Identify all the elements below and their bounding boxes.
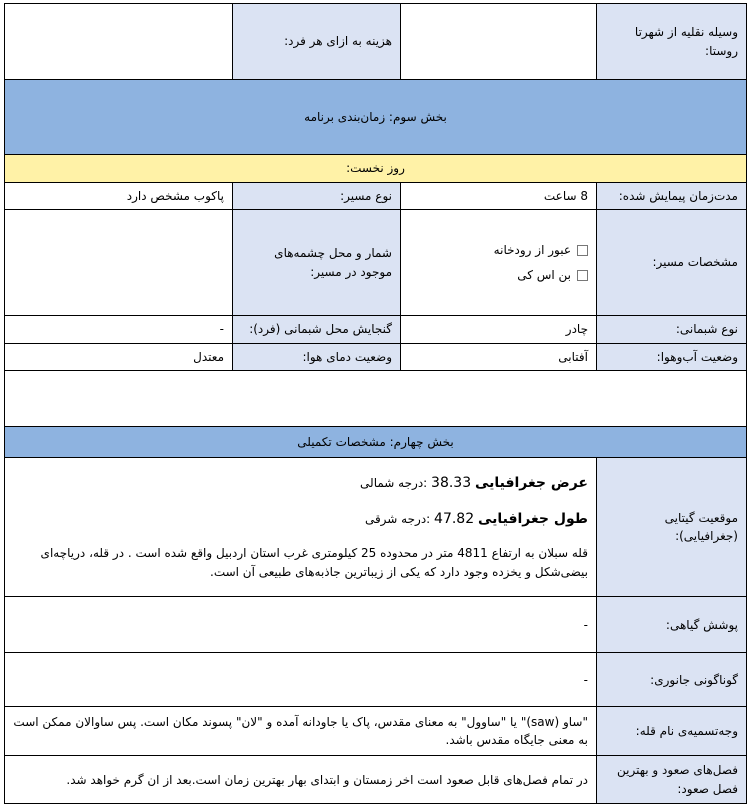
longitude-line [13,509,588,531]
overnight-value: چادر [401,316,597,344]
option-label: بن اس کی [517,267,571,282]
vehicle-value [401,4,597,80]
overnight-row [5,316,747,344]
duration-value: 8 ساعت [401,182,597,210]
latitude-line [13,473,588,495]
duration-label: مدت‌زمان پیمایش شده: [597,182,747,210]
longitude-value: 47.82 [434,510,475,527]
weather-value: آفتابی [401,343,597,371]
checkbox-icon[interactable] [577,270,588,281]
fauna-label: گوناگونی جانوری: [597,653,747,707]
weather-label: وضعیت آب‌وهوا: [597,343,747,371]
vegetation-value: - [5,597,597,653]
weather-row [5,343,747,371]
section4-row [5,427,747,458]
seasons-row [5,756,747,804]
latitude-unit: :درجه شمالی [360,476,428,491]
springs-label: شمار و محل چشمه‌های موجود در مسیر: [233,210,401,316]
spacer-row [5,371,747,427]
overnight-label: نوع شبمانی: [597,316,747,344]
section3-row [5,80,747,155]
capacity-value: - [5,316,233,344]
option-label: عبور از رودخانه [493,243,571,258]
route-type-label: نوع مسیر: [233,182,401,210]
fauna-value: - [5,653,597,707]
naming-value: "ساو (saw)" یا "ساوول" به معنای مقدس، پاک یا جاودانه آمده و "لان" پسوند مکان است. پس ساوالان ممکن است به معنی جایگاه مقدس باشد. [5,707,597,756]
checkbox-icon[interactable] [577,245,588,256]
route-options [401,210,597,316]
temp-label: وضعیت دمای هوا: [233,343,401,371]
program-table [4,3,747,804]
latitude-label: عرض جغرافیایی [474,475,588,492]
seasons-value: در تمام فصل‌های قابل صعود است اخر زمستان و ابتدای بهار بهترین زمان است.بعد از ان گرم خواهد شد. [5,756,597,804]
naming-row [5,707,747,756]
latitude-value: 38.33 [431,475,472,492]
fauna-row [5,653,747,707]
duration-row [5,182,747,210]
capacity-label: گنجایش محل شبمانی (فرد): [233,316,401,344]
geo-row [5,458,747,597]
temp-value: معتدل [5,343,233,371]
geo-description: قله سبلان به ارتفاع 4811 متر در محدوده 25 کیلومتری غرب استان اردبیل واقع شده است . در قله، دریاچه‌ای بیضی‌شکل و یخزده وجود دارد که یکی از زیباترین جاذبه‌های طبیعی آن است. [40,546,588,580]
vehicle-cost-row [5,4,747,80]
cost-value [5,4,233,80]
section4-title: بخش چهارم: مشخصات تکمیلی [5,427,747,458]
cost-label: هزینه به ازای هر فرد: [233,4,401,80]
geo-label: موقعیت گیتایی (جغرافیایی): [597,458,747,597]
option-bns-k[interactable] [409,266,588,285]
route-specs-label: مشخصات مسیر: [597,210,747,316]
day1-row [5,155,747,183]
naming-label: وجه‌تسمیه‌ی نام قله: [597,707,747,756]
route-specs-row [5,210,747,316]
section3-title: بخش سوم: زمان‌بندی برنامه [5,80,747,155]
day1-title: روز نخست: [5,155,747,183]
vehicle-label: وسیله نقلیه از شهرتا روستا: [597,4,747,80]
longitude-label: طول جغرافیایی [477,510,588,527]
spacer-cell [5,371,747,427]
longitude-unit: :درجه شرقی [364,511,431,526]
option-river-crossing[interactable] [409,241,588,260]
geo-content [5,458,597,597]
springs-value [5,210,233,316]
vegetation-label: پوشش گیاهی: [597,597,747,653]
route-type-value: پاکوب مشخص دارد [5,182,233,210]
seasons-label: فصل‌های صعود و بهترین فصل صعود: [597,756,747,804]
vegetation-row [5,597,747,653]
